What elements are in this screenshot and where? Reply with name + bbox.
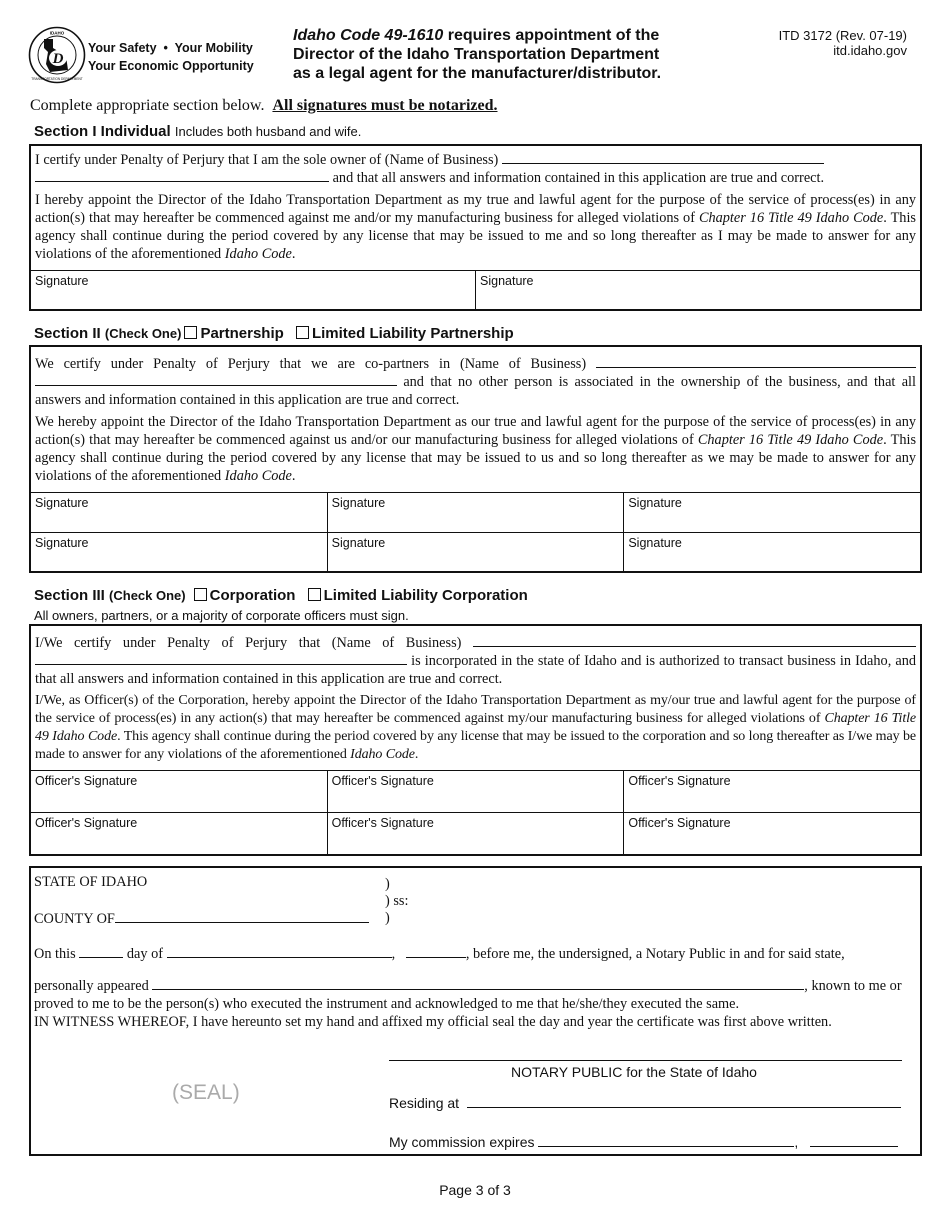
- appeared-name-field[interactable]: [152, 977, 804, 990]
- signature-field[interactable]: Signature: [35, 496, 89, 510]
- officer-signature-field[interactable]: Officer's Signature: [327, 771, 624, 812]
- business-name-field-cont[interactable]: [35, 652, 407, 665]
- section-2-certify: We certify under Penalty of Perjury that we are co-partners in (Name of Business) and that no other person is associated in the ownership of the business, and that all answers and information contained in this application are true and correct.: [35, 356, 916, 408]
- business-name-field-cont[interactable]: [35, 373, 397, 386]
- notary-paren: ): [385, 876, 390, 892]
- commission-year-field[interactable]: [810, 1134, 898, 1147]
- notary-signature-line[interactable]: [389, 1060, 902, 1061]
- residing-field[interactable]: [467, 1095, 901, 1108]
- section-2-signatures: [31, 492, 920, 573]
- form-id-block: [700, 28, 907, 58]
- form-id: ITD 3172 (Rev. 07-19): [778, 28, 907, 43]
- svg-text:D: D: [52, 51, 64, 67]
- section-1-certify: I certify under Penalty of Perjury that I am the sole owner of (Name of Business) and that all answers and information contained in this application are true and correct.: [35, 152, 825, 186]
- section-3-appoint: I/We, as Officer(s) of the Corporation, hereby appoint the Director of the Idaho Transportation Department as my/our true and lawful agent for the purpose of the service of process(es) in any action(s) that may hereafter be commenced against my/our manufacturing business for alleged violations of Chapter 16 Title 49 Idaho Code. This agency shall continue during the period covered by any license that may be issued to the corporation and so long thereafter as I/we may be made to answer for any violations of the aforementioned Idaho Code.: [35, 693, 917, 762]
- form-title: Idaho Code 49-1610 requires appointment of the Director of the Idaho Transportation Department as a legal agent for the manufacturer/distributor.: [293, 27, 662, 82]
- section-1-appoint: I hereby appoint the Director of the Idaho Transportation Department as my true and lawful agent for the purpose of the service of process(es) in any action(s) that may hereafter be commenced against me and/or my manufacturing business for alleged violations of Chapter 16 Title 49 Idaho Code. This agency shall continue during the period covered by any license that may be issued to me and so long thereafter as I may be made to answer for any violations of the aforementioned Idaho Code.: [35, 192, 916, 262]
- notary-paren-2: ): [385, 910, 390, 926]
- signature-field[interactable]: Signature: [35, 274, 89, 288]
- tagline-2: Your Economic Opportunity: [88, 59, 254, 73]
- commission-line: My commission expires ,: [389, 1134, 898, 1150]
- tagline-1: Your Safety • Your Mobility: [88, 41, 253, 55]
- signature-field[interactable]: Signature: [35, 536, 89, 550]
- seal-placeholder: (SEAL): [172, 1081, 240, 1104]
- instructions: Complete appropriate section below. All signatures must be notarized.: [30, 97, 498, 114]
- business-name-field[interactable]: [596, 355, 916, 368]
- signature-field[interactable]: Signature: [623, 533, 920, 573]
- section-3-title: Section III (Check One) Corporation Limited Liability Corporation: [34, 587, 528, 604]
- partnership-checkbox[interactable]: [184, 326, 197, 339]
- notary-public-label: NOTARY PUBLIC for the State of Idaho: [511, 1064, 757, 1080]
- day-field[interactable]: [79, 945, 123, 958]
- signature-field[interactable]: Signature: [327, 533, 624, 573]
- llc-checkbox[interactable]: [308, 588, 321, 601]
- section-2-title: Section II (Check One) Partnership Limited Liability Partnership: [34, 325, 514, 342]
- notary-state: STATE OF IDAHO: [34, 874, 148, 890]
- residing-line: Residing at: [389, 1095, 901, 1111]
- section-3-certify: I/We certify under Penalty of Perjury that (Name of Business) is incorporated in the state of Idaho and is authorized to transact business in Idaho, and that all answers and information contained in this application are true and correct.: [35, 635, 917, 687]
- signature-field[interactable]: Signature: [623, 493, 920, 532]
- notary-proved: proved to me to be the person(s) who executed the instrument and acknowledged to me that he/she/they executed the same.: [34, 996, 740, 1012]
- section-3-note: All owners, partners, or a majority of corporate officers must sign.: [34, 608, 409, 623]
- section-3-box: [29, 624, 922, 856]
- itd-logo: [28, 26, 86, 84]
- section-1-title: Section I Individual Includes both husband and wife.: [34, 123, 362, 140]
- notary-county: COUNTY OF: [34, 910, 369, 928]
- officer-signature-field[interactable]: Officer's Signature: [623, 813, 920, 854]
- notary-witness: IN WITNESS WHEREOF, I have hereunto set my hand and affixed my official seal the day and year the certificate was first above written.: [34, 1014, 832, 1030]
- svg-text:TRANSPORTATION DEPARTMENT: TRANSPORTATION DEPARTMENT: [31, 77, 83, 81]
- officer-signature-field[interactable]: Officer's Signature: [623, 771, 920, 812]
- month-field[interactable]: [167, 945, 392, 958]
- website: itd.idaho.gov: [833, 43, 907, 58]
- notary-appeared-line: personally appeared , known to me or: [34, 978, 902, 994]
- officer-signature-field[interactable]: Officer's Signature: [35, 774, 138, 788]
- commission-date-field[interactable]: [538, 1134, 794, 1147]
- county-field[interactable]: [115, 910, 369, 923]
- business-name-field[interactable]: [473, 634, 916, 647]
- section-1-box: [29, 144, 922, 311]
- corporation-checkbox[interactable]: [194, 588, 207, 601]
- section-3-signatures: [31, 770, 920, 854]
- business-name-field-cont[interactable]: [35, 169, 329, 182]
- notary-ss: ) ss:: [385, 893, 409, 909]
- signature-field[interactable]: Signature: [475, 271, 920, 311]
- notary-date-line: On this day of , , before me, the undersigned, a Notary Public in and for said state,: [34, 946, 845, 962]
- section-1-signatures: [31, 270, 920, 311]
- section-2-box: [29, 345, 922, 573]
- llp-checkbox[interactable]: [296, 326, 309, 339]
- officer-signature-field[interactable]: Officer's Signature: [327, 813, 624, 854]
- officer-signature-field[interactable]: Officer's Signature: [35, 816, 138, 830]
- section-2-appoint: We hereby appoint the Director of the Idaho Transportation Department as our true and lawful agent for the purpose of the service of process(es) in any action(s) that may hereafter be commenced against us and/or our manufacturing business for alleged violations of Chapter 16 Title 49 Idaho Code. This agency shall continue during the period covered by any license that may be issued to us and so long thereafter as we may be made to answer for any violations of the aforementioned Idaho Code.: [35, 414, 917, 484]
- business-name-field[interactable]: [502, 151, 824, 164]
- year-field[interactable]: [406, 945, 466, 958]
- page-number: Page 3 of 3: [439, 1182, 511, 1198]
- signature-field[interactable]: Signature: [327, 493, 624, 532]
- svg-text:IDAHO: IDAHO: [49, 30, 65, 36]
